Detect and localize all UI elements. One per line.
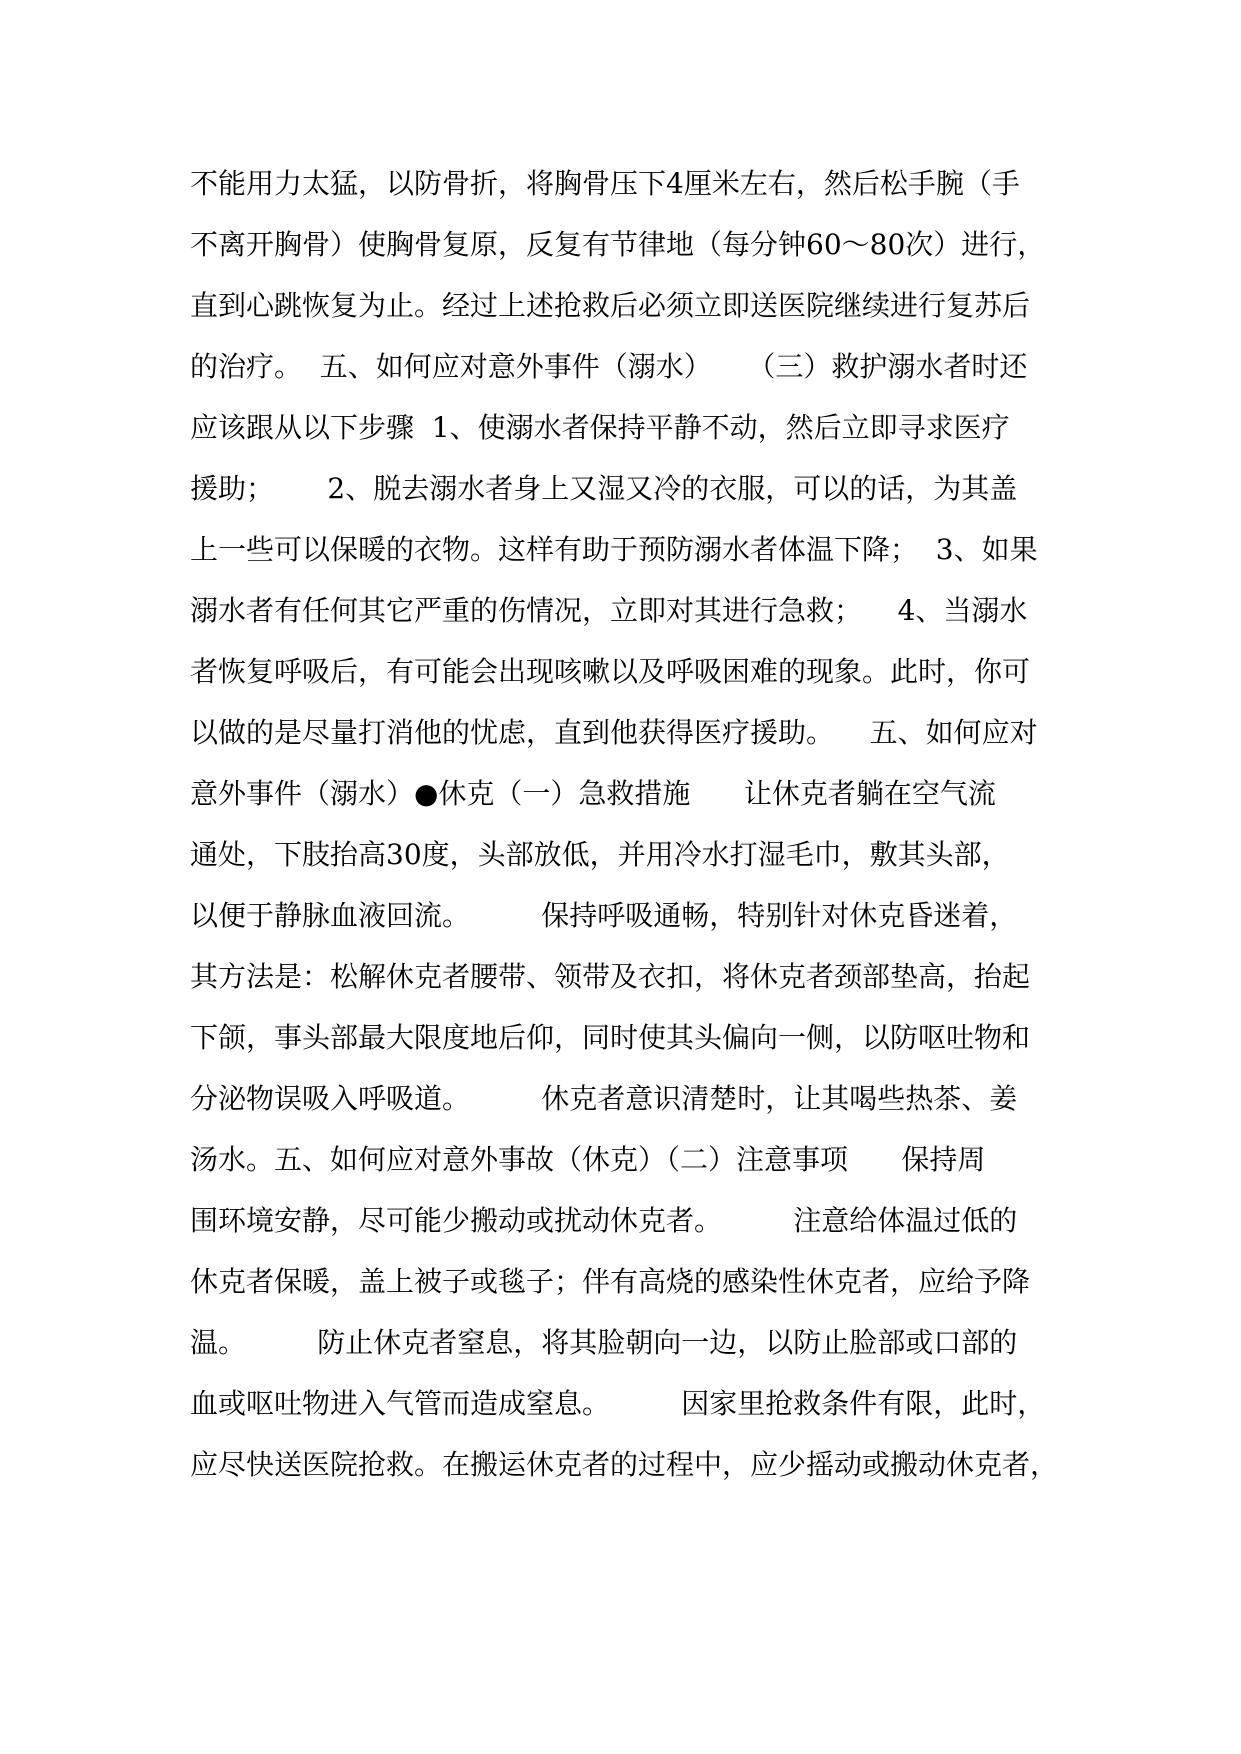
text-line: 上一些可以保暖的衣物。这样有助于预防溺水者体温下降； 3、如果	[190, 533, 1038, 566]
text-line: 直到心跳恢复为止。经过上述抢救后必须立即送医院继续进行复苏后	[190, 289, 1031, 322]
text-line: 溺水者有任何其它严重的伤情况，立即对其进行急救； 4、当溺水	[190, 594, 1028, 627]
text-line: 休克者保暖，盖上被子或毯子；伴有高烧的感染性休克者，应给予降	[190, 1265, 1031, 1298]
text-line: 应该跟从以下步骤 1、使溺水者保持平静不动，然后立即寻求医疗	[190, 411, 1010, 444]
text-line: 不能用力太猛，以防骨折，将胸骨压下4厘米左右，然后松手腕（手	[190, 167, 1020, 200]
text-line: 应尽快送医院抢救。在搬运休克者的过程中，应少摇动或搬动休克者，	[190, 1448, 1059, 1481]
text-line: 分泌物误吸入呼吸道。 休克者意识清楚时，让其喝些热茶、姜	[190, 1082, 1018, 1115]
text-line: 汤水。五、如何应对意外事故（休克）（二）注意事项 保持周	[190, 1143, 986, 1176]
text-line: 以做的是尽量打消他的忧虑，直到他获得医疗援助。 五、如何应对	[190, 716, 1038, 749]
text-line: 下颌，事头部最大限度地后仰，同时使其头偏向一侧，以防呕吐物和	[190, 1021, 1031, 1054]
text-line: 者恢复呼吸后，有可能会出现咳嗽以及呼吸困难的现象。此时，你可	[190, 655, 1031, 688]
text-line: 的治疗。 五、如何应对意外事件（溺水） （三）救护溺水者时还	[190, 350, 1028, 383]
text-line: 通处，下肢抬高30度，头部放低，并用冷水打湿毛巾，敷其头部，	[190, 838, 1010, 871]
text-line: 血或呕吐物进入气管而造成窒息。 因家里抢救条件有限，此时，	[190, 1387, 1046, 1420]
text-line: 围环境安静，尽可能少搬动或扰动休克者。 注意给体温过低的	[190, 1204, 1018, 1237]
body-text	[190, 160, 1070, 1502]
text-line: 不离开胸骨）使胸骨复原，反复有节律地（每分钟60～80次）进行，	[190, 228, 1046, 261]
text-line: 意外事件（溺水）●休克（一）急救措施 让休克者躺在空气流	[190, 777, 996, 810]
text-line: 以便于静脉血液回流。 保持呼吸通畅，特别针对休克昏迷着，	[190, 899, 1018, 932]
text-line: 援助； 2、脱去溺水者身上又湿又冷的衣服，可以的话，为其盖	[190, 472, 1018, 505]
text-line: 其方法是：松解休克者腰带、领带及衣扣，将休克者颈部垫高，抬起	[190, 960, 1031, 993]
text-line: 温。 防止休克者窒息，将其脸朝向一边，以防止脸部或口部的	[190, 1326, 1018, 1359]
